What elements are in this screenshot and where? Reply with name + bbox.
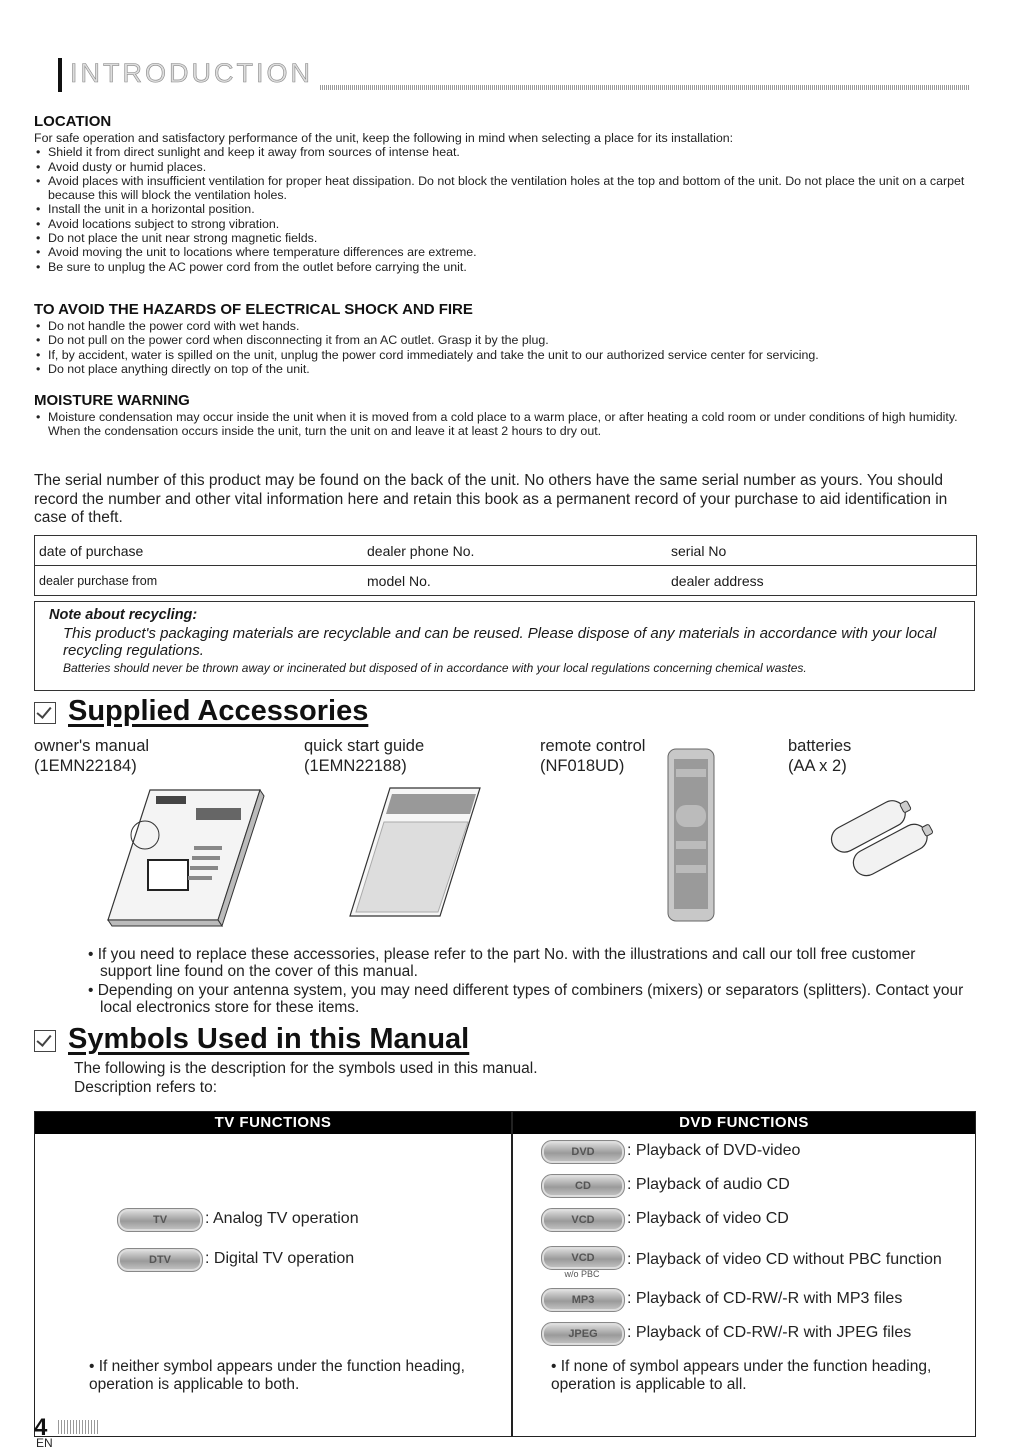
vcd-symbol-icon: VCD	[541, 1208, 625, 1232]
mp3-symbol-label: : Playback of CD-RW/-R with MP3 files	[627, 1290, 903, 1307]
owners-manual-illustration	[100, 780, 270, 930]
checkbox-icon	[34, 702, 56, 724]
symbols-intro	[74, 1059, 538, 1097]
page-title: INTRODUCTION	[70, 58, 313, 88]
header-rule	[320, 85, 970, 90]
quick-start-guide-illustration	[340, 780, 490, 920]
dvd-functions-header: DVD FUNCTIONS	[513, 1112, 975, 1134]
dvd-symbol-icon: DVD	[541, 1140, 625, 1164]
list-item: • Shield it from direct sunlight and keep it away from sources of intense heat.	[34, 145, 984, 159]
list-item: • Do not place anything directly on top of the unit.	[34, 362, 984, 376]
list-item: • Depending on your antenna system, you may need different types of combiners (mixers) or separators (splitters). Contact your local electronics store for these items.	[88, 982, 964, 1016]
list-item: • Install the unit in a horizontal position.	[34, 202, 984, 216]
location-intro: For safe operation and satisfactory performance of the unit, keep the following in mind when selecting a place for its installation:	[34, 131, 734, 145]
moisture-section	[34, 392, 984, 439]
list-item: • If you need to replace these accessories, please refer to the part No. with the illustrations and call our toll free customer support line found on the cover of this manual.	[88, 946, 916, 980]
table-divider	[511, 1112, 513, 1436]
accessory-name: owner's manual	[34, 737, 150, 755]
dtv-symbol-icon: DTV	[117, 1248, 203, 1272]
list-item: • Avoid moving the unit to locations where temperature differences are extreme.	[34, 245, 984, 259]
symbols-title: Symbols Used in this Manual	[68, 1023, 470, 1055]
symbols-intro-line: The following is the description for the symbols used in this manual.	[74, 1060, 538, 1077]
accessory-item	[34, 736, 149, 776]
accessory-notes	[88, 946, 968, 1018]
hazards-heading: TO AVOID THE HAZARDS OF ELECTRICAL SHOCK AND FIRE	[34, 301, 473, 318]
hazards-section	[34, 301, 984, 376]
list-item: • Avoid places with insufficient ventilation for proper heat dissipation. Do not block the ventilation holes at the top and bottom of the unit. Do not place the unit on a carpet because this will block the ventilation holes.	[34, 174, 984, 203]
tv-functions-header: TV FUNCTIONS	[35, 1112, 511, 1134]
list-item: • Avoid dusty or humid places.	[34, 160, 984, 174]
accessory-part: (AA x 2)	[788, 757, 847, 775]
batteries-illustration	[818, 780, 938, 880]
record-field: date of purchase	[39, 543, 144, 559]
recycling-small: Batteries should never be thrown away or incinerated but disposed of in accordance with your local regulations concerning chemical wastes.	[63, 661, 807, 675]
accessory-item	[788, 736, 851, 776]
accessory-item	[540, 736, 645, 776]
mp3-symbol-icon: MP3	[541, 1288, 625, 1312]
list-item: • Avoid locations subject to strong vibration.	[34, 217, 984, 231]
vcd-symbol-label: : Playback of video CD	[627, 1210, 789, 1227]
tv-symbol-icon: TV	[117, 1208, 203, 1232]
recycling-title: Note about recycling:	[49, 607, 198, 623]
moisture-heading: MOISTURE WARNING	[34, 392, 190, 409]
record-field: dealer phone No.	[367, 543, 475, 559]
recycling-note	[34, 601, 975, 691]
record-field: dealer address	[671, 573, 764, 589]
accessory-name: remote control	[540, 737, 646, 755]
checkbox-icon	[34, 1030, 56, 1052]
accessory-part: (1EMN22188)	[304, 757, 407, 775]
jpeg-symbol-label: : Playback of CD-RW/-R with JPEG files	[627, 1324, 912, 1341]
vcd-wo-pbc-symbol-label: : Playback of video CD without PBC function	[627, 1251, 942, 1268]
accessories-title: Supplied Accessories	[68, 695, 369, 727]
vcd-wo-pbc-symbol-icon: VCD	[541, 1246, 625, 1270]
list-item: • Do not place the unit near strong magnetic fields.	[34, 231, 984, 245]
cd-symbol-label: : Playback of audio CD	[627, 1176, 790, 1193]
remote-control-illustration	[664, 745, 718, 925]
accessory-name: batteries	[788, 737, 852, 755]
symbols-heading-row	[34, 1023, 469, 1056]
recycling-body: This product's packaging materials are recyclable and can be reused. Please dispose of any materials in accordance with your local recycling regulations.	[63, 625, 937, 659]
page-number: 4	[34, 1414, 48, 1441]
record-field: dealer purchase from	[39, 574, 158, 588]
wo-pbc-label: w/o PBC	[564, 1269, 600, 1279]
location-heading: LOCATION	[34, 113, 112, 130]
record-field: model No.	[367, 573, 431, 589]
header-bar	[58, 58, 62, 92]
tv-symbol-label: : Analog TV operation	[205, 1210, 359, 1227]
page-number-decoration	[58, 1420, 98, 1434]
tv-functions-note: • If neither symbol appears under the function heading, operation is applicable to both.	[89, 1358, 465, 1393]
accessory-part: (1EMN22184)	[34, 757, 137, 775]
location-section	[34, 113, 984, 274]
jpeg-symbol-icon: JPEG	[541, 1322, 625, 1346]
dvd-symbol-label: : Playback of DVD-video	[627, 1142, 801, 1159]
table-row	[35, 566, 976, 595]
record-field: serial No	[671, 543, 727, 559]
accessory-item	[304, 736, 424, 776]
list-item: • Do not handle the power cord with wet hands.	[34, 319, 984, 333]
cd-symbol-icon: CD	[541, 1174, 625, 1198]
symbols-intro-line: Description refers to:	[74, 1079, 217, 1096]
dvd-functions-note: • If none of symbol appears under the function heading, operation is applicable to all.	[551, 1358, 932, 1393]
table-row	[35, 536, 976, 566]
accessories-heading-row	[34, 695, 368, 728]
record-table	[34, 535, 977, 596]
list-item: • Do not pull on the power cord when disconnecting it from an AC outlet. Grasp it by the plug.	[34, 333, 984, 347]
dtv-symbol-label: : Digital TV operation	[205, 1250, 355, 1267]
language-code: EN	[36, 1436, 53, 1450]
list-item: • Be sure to unplug the AC power cord from the outlet before carrying the unit.	[34, 260, 984, 274]
functions-table	[34, 1111, 976, 1437]
accessory-part: (NF018UD)	[540, 757, 625, 775]
moisture-extra: When the condensation occurs inside the unit, turn the unit on and leave it at least 2 hours to dry out.	[48, 424, 602, 439]
accessory-name: quick start guide	[304, 737, 425, 755]
serial-paragraph: The serial number of this product may be found on the back of the unit. No others have the same serial number as yours. You should record the number and other vital information here and retain this book as a permanent record of your purchase to aid identification in case of theft.	[34, 472, 948, 526]
list-item: • Moisture condensation may occur inside the unit when it is moved from a cold place to a warm place, or after heating a cold room or under conditions of high humidity.	[34, 410, 984, 424]
list-item: • If, by accident, water is spilled on the unit, unplug the power cord immediately and take the unit to our authorized service center for servicing.	[34, 348, 984, 362]
page-header	[58, 52, 974, 92]
